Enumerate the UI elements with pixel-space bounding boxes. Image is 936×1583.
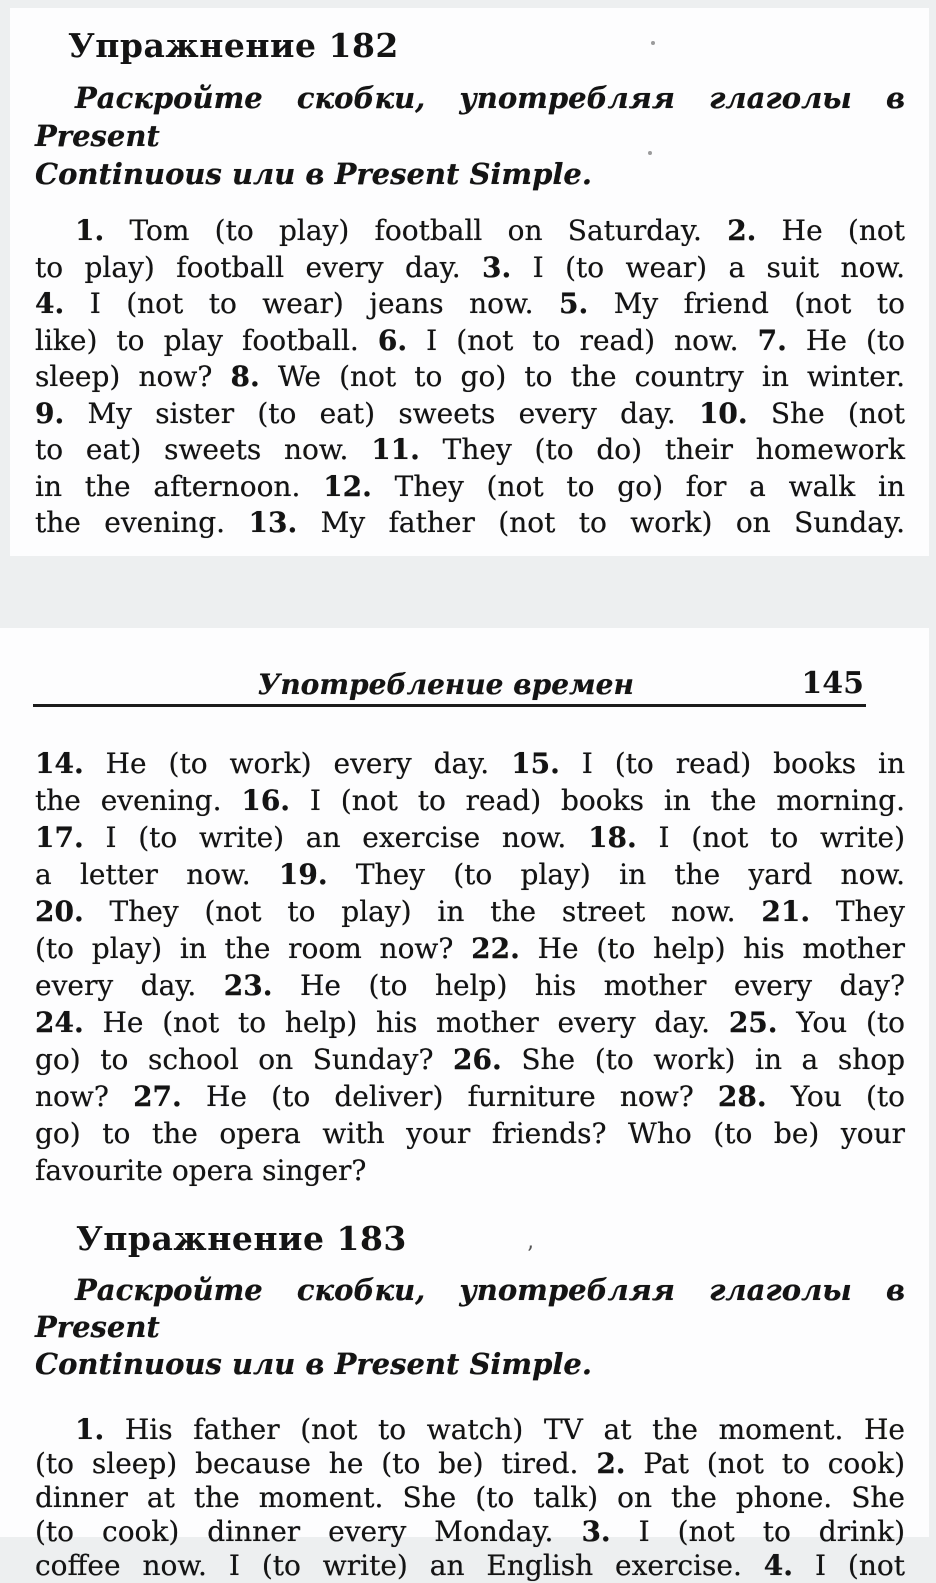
text-line: sleep) now? 8. We (not to go) to the country in winter. <box>35 360 905 393</box>
page-number: 145 <box>801 666 864 701</box>
exercise-182-title: Упражнение 182 <box>68 26 399 65</box>
text-line: 1. Tom (to play) football on Saturday. 2. He (not <box>75 214 905 247</box>
scan-speck <box>651 41 655 45</box>
text-line: Раскройте скобки, употребляя глаголы в Present <box>35 1273 905 1344</box>
text-line: 20. They (not to play) in the street now. 21. They <box>35 895 905 928</box>
text-line: Continuous или в Present Simple. <box>35 1347 592 1381</box>
text-line: (to sleep) because he (to be) tired. 2. Pat (not to cook) <box>35 1447 906 1480</box>
text-line: every day. 23. He (to help) his mother every day? <box>35 969 905 1002</box>
text-line: now? 27. He (to deliver) furniture now? 28. You (to <box>35 1080 905 1113</box>
text-line: in the afternoon. 12. They (not to go) for a walk in <box>35 469 905 503</box>
scan-speck <box>648 151 652 155</box>
book-page-144 <box>10 8 929 556</box>
text-line: (to play) in the room now? 22. He (to help) his mother <box>35 932 906 965</box>
exercise-183-instruction <box>35 1272 905 1383</box>
text-line: the evening. 16. I (not to read) books in the morning. <box>35 784 905 817</box>
text-line: 24. He (not to help) his mother every day. 25. You (to <box>35 1006 905 1039</box>
exercise-182-body-continued <box>35 745 905 1189</box>
text-line: 1. His father (not to watch) TV at the moment. He <box>75 1413 905 1446</box>
exercise-182-body <box>35 213 905 542</box>
text-line: 14. He (to work) every day. 15. I (to read) books in <box>35 747 905 780</box>
exercise-183-body <box>35 1413 905 1583</box>
text-line: like) to play football. 6. I (not to read) now. 7. He (to <box>35 323 905 357</box>
text-line: favourite opera singer? <box>35 1154 367 1187</box>
text-line: to play) football every day. 3. I (to wear) a suit now. <box>35 250 905 284</box>
exercise-182-instruction <box>35 79 905 193</box>
scan-comma-artifact: ʼ <box>526 1243 533 1268</box>
running-head-title: Употребление времен <box>257 668 634 701</box>
text-line: the evening. 13. My father (not to work) on Sunday. <box>35 506 905 539</box>
text-line: coffee now. I (to write) an English exercise. 4. I (not <box>35 1549 905 1582</box>
text-line: to eat) sweets now. 11. They (to do) their homework <box>35 433 905 466</box>
book-page-145 <box>0 628 929 1582</box>
text-line: (to cook) dinner every Monday. 3. I (not to drink) <box>35 1515 905 1548</box>
text-line: Continuous или в Present Simple. <box>35 157 592 191</box>
text-line: dinner at the moment. She (to talk) on the phone. She <box>35 1481 905 1514</box>
text-line: a letter now. 19. They (to play) in the yard now. <box>35 858 905 891</box>
exercise-183-title: Упражнение 183 <box>76 1219 407 1258</box>
text-line: 9. My sister (to eat) sweets every day. 10. She (not <box>35 396 905 430</box>
text-line: Раскройте скобки, употребляя глаголы в Present <box>35 81 905 153</box>
text-line: go) to the opera with your friends? Who (to be) your <box>35 1117 905 1150</box>
text-line: go) to school on Sunday? 26. She (to work) in a shop <box>35 1043 906 1076</box>
text-line: 4. I (not to wear) jeans now. 5. My friend (not to <box>35 287 905 320</box>
running-head <box>33 668 866 707</box>
text-line: 17. I (to write) an exercise now. 18. I (not to write) <box>35 821 906 854</box>
